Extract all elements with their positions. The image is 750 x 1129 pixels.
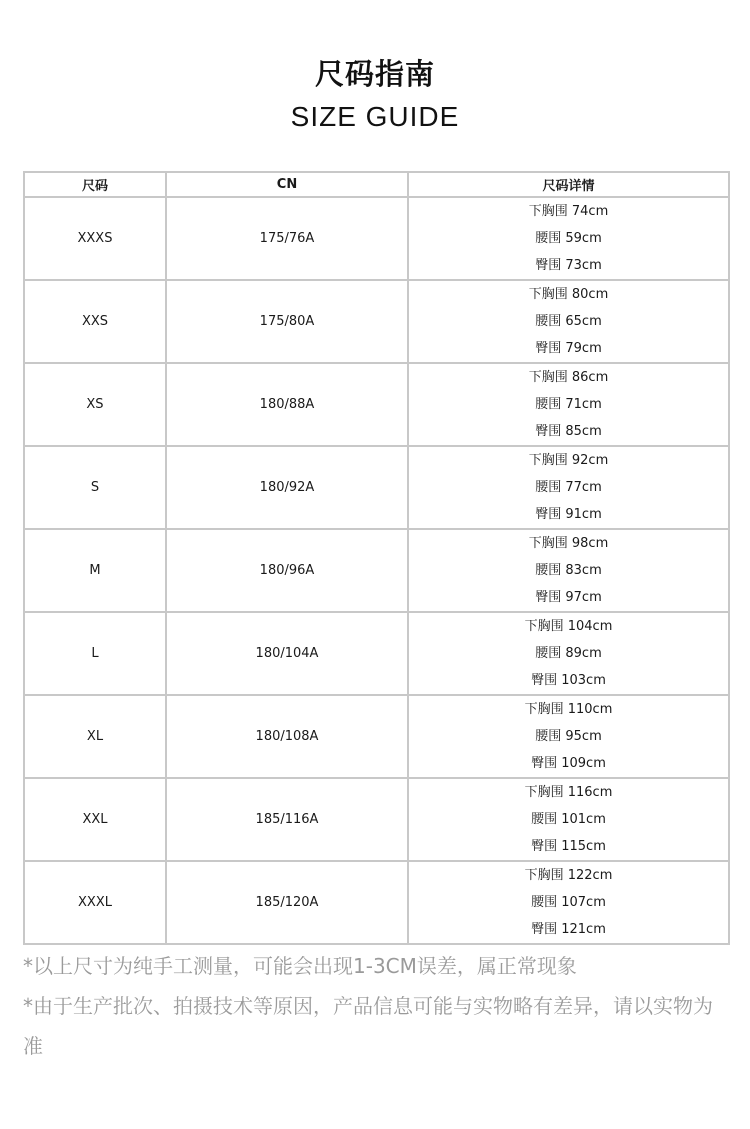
table-row (24, 363, 729, 446)
details-cell (408, 778, 729, 861)
details-cell (408, 529, 729, 612)
underbust-value: 下胸围 80cm (528, 287, 609, 302)
hip-value: 臀围 97cm (535, 590, 602, 605)
column-header-details: 尺码详情 (408, 172, 729, 197)
cn-cell: 180/96A (166, 529, 408, 612)
details-cell (408, 197, 729, 280)
hip-value: 臀围 73cm (535, 258, 602, 273)
underbust-value: 下胸围 92cm (528, 453, 609, 468)
underbust-value: 下胸围 116cm (524, 785, 613, 800)
table-row (24, 529, 729, 612)
waist-value: 腰围 77cm (535, 480, 602, 495)
product-difference-note: *由于生产批次、拍摄技术等原因，产品信息可能与实物略有差异，请以实物为准 (23, 994, 713, 1058)
table-row (24, 695, 729, 778)
cn-cell: 175/76A (166, 197, 408, 280)
size-table (23, 171, 730, 945)
waist-value: 腰围 95cm (535, 729, 602, 744)
size-cell: M (24, 529, 166, 612)
underbust-value: 下胸围 110cm (524, 702, 613, 717)
underbust-value: 下胸围 74cm (528, 204, 609, 219)
cn-cell: 175/80A (166, 280, 408, 363)
cn-cell: 185/116A (166, 778, 408, 861)
waist-value: 腰围 71cm (535, 397, 602, 412)
hip-value: 臀围 109cm (531, 756, 606, 771)
cn-cell: 185/120A (166, 861, 408, 944)
size-cell: XXS (24, 280, 166, 363)
hip-value: 臀围 115cm (531, 839, 606, 854)
table-header-row (24, 172, 729, 197)
size-cell: XXXS (24, 197, 166, 280)
table-row (24, 280, 729, 363)
column-header-cn: CN (166, 172, 408, 197)
hip-value: 臀围 103cm (531, 673, 606, 688)
details-cell (408, 861, 729, 944)
waist-value: 腰围 107cm (531, 895, 606, 910)
hip-value: 臀围 91cm (535, 507, 602, 522)
table-row (24, 197, 729, 280)
cn-cell: 180/88A (166, 363, 408, 446)
size-cell: L (24, 612, 166, 695)
notes (23, 946, 728, 1066)
details-cell (408, 612, 729, 695)
waist-value: 腰围 59cm (535, 231, 602, 246)
underbust-value: 下胸围 104cm (524, 619, 613, 634)
waist-value: 腰围 65cm (535, 314, 602, 329)
size-cell: XS (24, 363, 166, 446)
underbust-value: 下胸围 122cm (524, 868, 613, 883)
measurement-note: *以上尺寸为纯手工测量，可能会出现1-3CM误差，属正常现象 (23, 954, 577, 978)
size-cell: XXL (24, 778, 166, 861)
cn-cell: 180/108A (166, 695, 408, 778)
waist-value: 腰围 101cm (531, 812, 606, 827)
table-row (24, 612, 729, 695)
table-row (24, 446, 729, 529)
details-cell (408, 695, 729, 778)
details-cell (408, 446, 729, 529)
details-cell (408, 363, 729, 446)
table-row (24, 778, 729, 861)
column-header-size: 尺码 (24, 172, 166, 197)
underbust-value: 下胸围 98cm (528, 536, 609, 551)
page-subtitle: SIZE GUIDE (290, 101, 460, 132)
details-cell (408, 280, 729, 363)
hip-value: 臀围 121cm (531, 922, 606, 937)
page-title: 尺码指南 (314, 57, 435, 91)
size-cell: S (24, 446, 166, 529)
cn-cell: 180/92A (166, 446, 408, 529)
waist-value: 腰围 83cm (535, 563, 602, 578)
size-cell: XXXL (24, 861, 166, 944)
waist-value: 腰围 89cm (535, 646, 602, 661)
hip-value: 臀围 85cm (535, 424, 602, 439)
size-cell: XL (24, 695, 166, 778)
hip-value: 臀围 79cm (535, 341, 602, 356)
table-row (24, 861, 729, 944)
cn-cell: 180/104A (166, 612, 408, 695)
underbust-value: 下胸围 86cm (528, 370, 609, 385)
